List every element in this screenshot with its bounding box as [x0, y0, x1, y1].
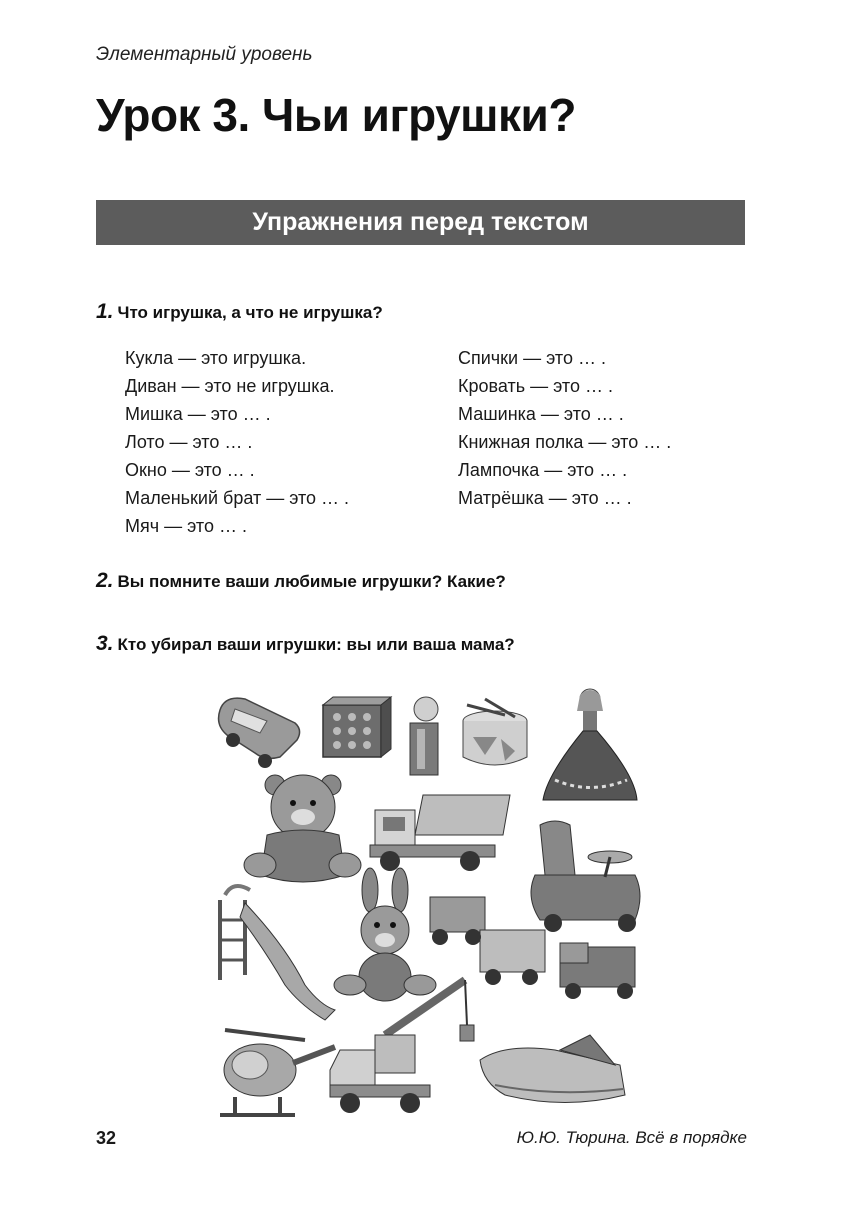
- pyramid-toy-icon: [410, 697, 438, 775]
- toy-drum-icon: [463, 699, 527, 765]
- exercise-line: Окно — это … .: [125, 460, 255, 480]
- exercise-line: Кукла — это игрушка.: [125, 348, 307, 368]
- toy-car-icon: [219, 698, 300, 768]
- task-1: [96, 300, 383, 324]
- task-number: 3.: [96, 632, 114, 655]
- exercise-line: Лото — это … .: [125, 432, 253, 452]
- task-3: [96, 632, 515, 656]
- exercise-line: Мишка — это … .: [125, 404, 271, 424]
- task-text: Что игрушка, а что не игрушка?: [117, 303, 383, 322]
- task-number: 1.: [96, 300, 114, 323]
- helicopter-icon: [220, 1030, 335, 1115]
- bunny-icon: [334, 868, 436, 1001]
- level-label: Элементарный уровень: [96, 44, 313, 65]
- book-credit: Ю.Ю. Тюрина. Всё в порядке: [516, 1128, 747, 1147]
- teddy-bear-icon: [244, 775, 361, 882]
- task-text: Кто убирал ваши игрушки: вы или ваша мама?: [117, 635, 515, 654]
- crane-truck-icon: [330, 980, 474, 1113]
- exercise-line: Спички — это … .: [458, 348, 606, 368]
- task-2: [96, 569, 506, 593]
- slide-icon: [220, 886, 335, 1020]
- exercise-line: Мяч — это … .: [125, 516, 247, 536]
- exercise-line: Кровать — это … .: [458, 376, 613, 396]
- task-number: 2.: [96, 569, 114, 592]
- boat-icon: [480, 1035, 625, 1103]
- exercise-line: Лампочка — это … .: [458, 460, 628, 480]
- ride-on-car-icon: [531, 821, 640, 932]
- exercise-column-right: [458, 344, 671, 512]
- dump-truck-icon: [370, 795, 510, 871]
- exercise-line: Машинка — это … .: [458, 404, 624, 424]
- toys-illustration: [205, 685, 655, 1130]
- exercise-line: Диван — это не игрушка.: [125, 376, 335, 396]
- exercise-line: Маленький брат — это … .: [125, 488, 350, 508]
- page-number: 32: [96, 1128, 117, 1148]
- lesson-title: Урок 3. Чьи игрушки?: [96, 89, 576, 141]
- exercise-column-left: [125, 344, 349, 540]
- exercise-line: Матрёшка — это … .: [458, 488, 632, 508]
- exercise-line: Книжная полка — это … .: [458, 432, 672, 452]
- doll-icon: [543, 689, 637, 800]
- toy-cube-icon: [323, 697, 391, 757]
- task-text: Вы помните ваши любимые игрушки? Какие?: [117, 572, 506, 591]
- section-banner: Упражнения перед текстом: [96, 200, 745, 245]
